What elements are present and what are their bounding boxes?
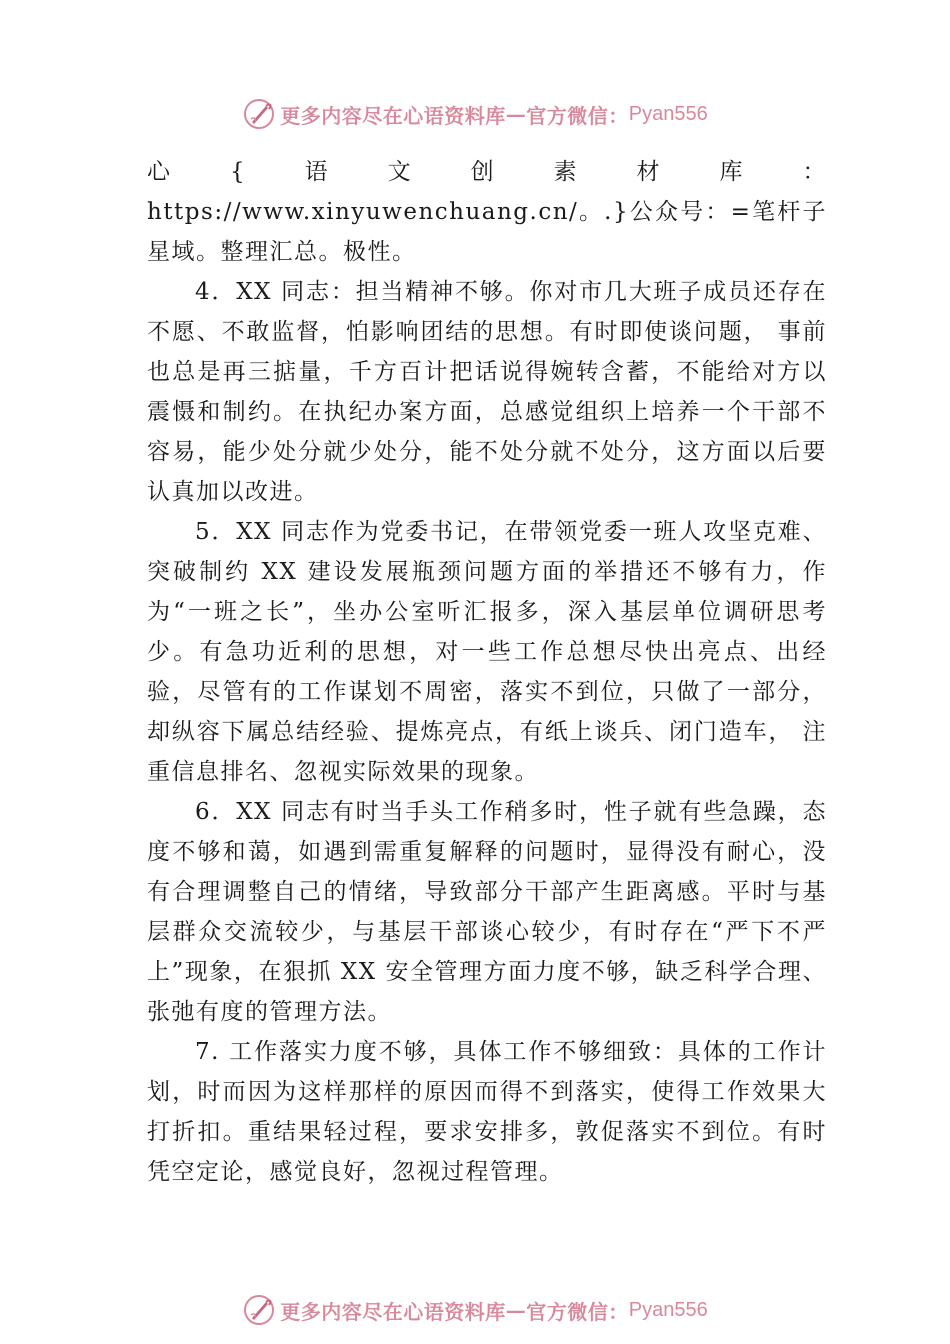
- footer-dash: —: [505, 1298, 527, 1322]
- header-banner: [0, 94, 950, 134]
- header-slogan: 更多内容尽在心语资料库: [280, 103, 506, 128]
- paragraph-item-5: 5．XX 同志作为党委书记，在带领党委一班人攻坚克难、突破制约 XX 建设发展瓶颈问题方面的举措还不够有力，作为“一班之长”，坐办公室听汇报多，深入基层单位调研思考少。有急功近利的思想，对一些工作总想尽快出亮点、出经验，尽管有的工作谋划不周密，落实不到位，只做了一部分， 却纵容下属总结经验、提炼亮点，有纸上谈兵、闭门造车， 注重信息排名、忽视实际效果的现象。: [147, 519, 827, 785]
- paragraph-item-4: 4．XX 同志：担当精神不够。你对市几大班子成员还存在不愿、不敢监督，怕影响团结的思想。有时即使谈问题， 事前也总是再三掂量，千方百计把话说得婉转含蓄，不能给对方以震慑和制约。在执纪办案方面，总感觉组织上培养一个干部不容易，能少处分就少处分，能不处分就不处分，这方面以后要认真加以改进。: [147, 279, 827, 505]
- quill-logo-icon: [242, 1293, 276, 1327]
- paragraph-item-6: 6．XX 同志有时当手头工作稍多时，性子就有些急躁，态度不够和蔼，如遇到需重复解释的问题时，显得没有耐心，没有合理调整自己的情绪，导致部分干部产生距离感。平时与基层群众交流较少，与基层干部谈心较少，有时存在“严下不严上”现象，在狠抓 XX 安全管理方面力度不够，缺乏科学合理、张弛有度的管理方法。: [147, 799, 827, 1025]
- header-wechat-label: 官方微信：: [526, 103, 629, 128]
- footer-wechat-label: 官方微信：: [526, 1299, 629, 1324]
- header-dash: —: [505, 102, 527, 126]
- footer-banner: [0, 1290, 950, 1330]
- document-body: [147, 152, 827, 1192]
- footer-slogan: 更多内容尽在心语资料库: [280, 1299, 506, 1324]
- quill-logo-icon: [242, 97, 276, 131]
- paragraph-item-7: 7. 工作落实力度不够，具体工作不够细致：具体的工作计划，时而因为这样那样的原因而得不到落实，使得工作效果大打折扣。重结果轻过程，要求安排多，敦促落实不到位。有时凭空定论，感觉良好，忽视过程管理。: [147, 1039, 827, 1185]
- footer-wechat-id: Pyan556: [628, 1298, 708, 1321]
- paragraph-source-note: 心{语文创素材库：https://www.xinyuwenchuang.cn/。.}公众号：=笔杆子星域。整理汇总。极性。: [147, 159, 827, 265]
- header-wechat-id: Pyan556: [628, 102, 708, 125]
